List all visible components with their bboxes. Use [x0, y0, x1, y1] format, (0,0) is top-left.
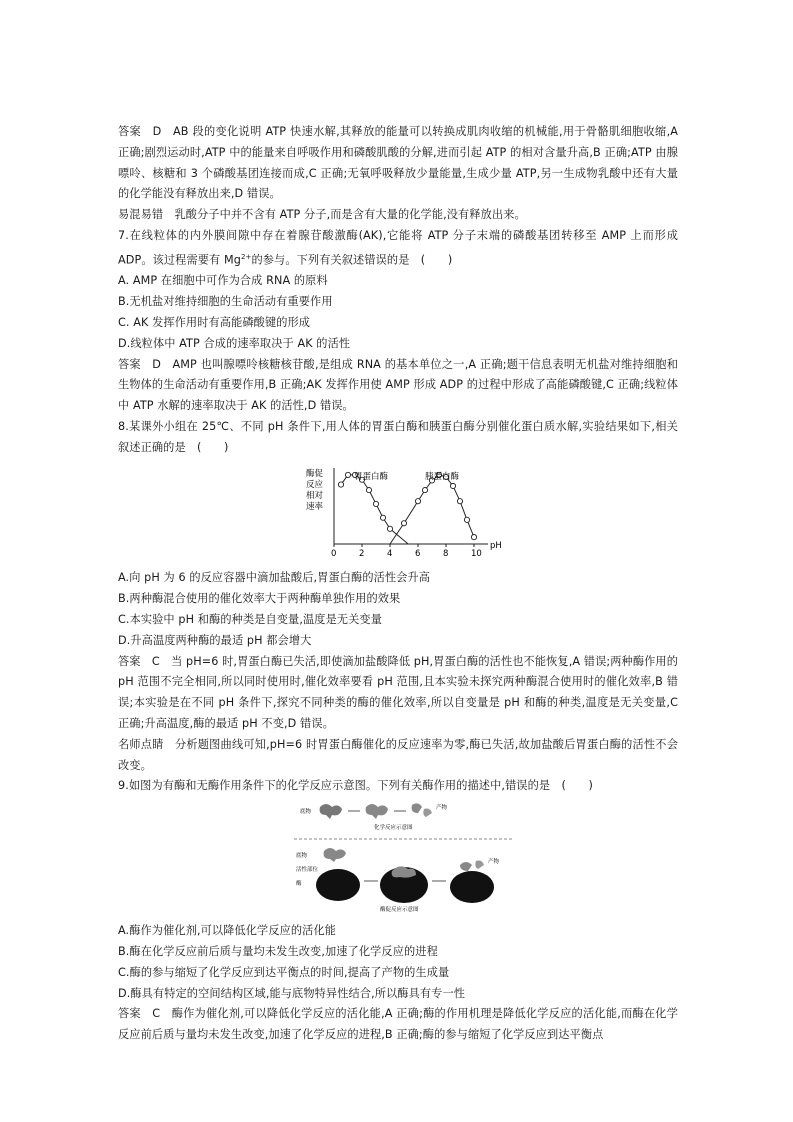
product-shape-1a	[412, 804, 422, 814]
product-label-1: 产物	[436, 805, 448, 812]
ylabel-line-4: 速率	[306, 502, 324, 513]
q8-stem: 8.某课外小组在 25℃、不同 pH 条件下,用人体的胃蛋白酶和胰蛋白酶分别催化蛋白质水解,实验结果如下,相关叙述正确的是 ( )	[118, 419, 678, 454]
product-shape-1b	[423, 809, 432, 818]
q7-answer: 答案 D AMP 也叫腺嘌呤核糖核苷酸,是组成 RNA 的基本单位之一,A 正确;题干信息表明无机盐对维持细胞和生物体的生命活动有重要作用,B 正确;AK 发挥作用使 AMP 形成 ADP 的过程中形成了高能磷酸键,C 正确;线粒体中 ATP 水解的速率取决于 AK 的活性,D 错误。	[118, 357, 678, 413]
q9-answer: 答案 C 酶作为催化剂,可以降低化学反应的活化能,A 正确;酶的作用机理是降低化学反应的活化能,而酶在化学反应前后质与量均未发生改变,加速了化学反应的进程,B 正确;酶的参与缩短了化学反应到达平衡点	[118, 1007, 678, 1042]
x-tick-label-1: 2	[359, 549, 365, 560]
x-tick-label-0: 0	[331, 549, 337, 560]
q7-stem-a: 7.在线粒体的内外膜间隙中存在着腺苷酸激酶(AK),它能将 ATP 分子末端的磷酸基团转移至 AMP 上而形成 ADP。该过程需要有 Mg	[118, 228, 678, 267]
q9-option-b: B.酶在化学反应前后质与量均未发生改变,加速了化学反应的进程	[118, 945, 438, 959]
diagram-svg	[294, 799, 514, 915]
q8-note: 名师点睛 分析题图曲线可知,pH=6 时胃蛋白酶催化的反应速率为零,酶已失活,故加盐酸后胃蛋白酶的活性不会改变。	[118, 737, 678, 772]
series-1-point-2	[415, 499, 420, 504]
series-0-point-4	[366, 488, 371, 493]
q8-option-c: C.本实验中 pH 和酶的种类是自变量,温度是无关变量	[118, 613, 383, 627]
q7-option-a: A. AMP 在细胞中可作为合成 RNA 的原料	[118, 274, 328, 288]
series-1-point-8	[457, 499, 462, 504]
product-shape-2b	[475, 861, 484, 870]
series-1-point-10	[471, 535, 476, 540]
x-tick-label-4: 8	[443, 549, 449, 560]
x-tick-label-3: 6	[415, 549, 421, 560]
q9-option-c: C.酶的参与缩短了化学反应到达平衡点的时间,提高了产物的生成量	[118, 965, 450, 979]
series-0-point-6	[380, 516, 385, 521]
q9-stem: 9.如图为有酶和无酶作用条件下的化学反应示意图。下列有关酶作用的描述中,错误的是 ( )	[118, 779, 593, 793]
caption-1: 化学反应示意图	[374, 825, 413, 832]
q8-option-d: D.升高温度两种酶的最适 pH 都会增大	[118, 633, 312, 647]
enzyme-shape-3	[450, 871, 494, 903]
enzyme-shape-1	[316, 869, 360, 901]
ph-rate-chart	[118, 464, 678, 564]
q8-option-b: B.两种酶混合使用的催化效率大于两种酶单独作用的效果	[118, 592, 401, 606]
q7-stem-b: 的参与。下列有关叙述错误的是 ( )	[251, 253, 453, 267]
enzyme-reaction-diagram	[118, 799, 678, 917]
enzyme-label: 酶	[296, 881, 302, 888]
product-label-2: 产物	[488, 859, 500, 866]
q7-stem	[118, 226, 678, 271]
series-1-point-3	[422, 488, 427, 493]
x-axis-label: pH	[490, 541, 502, 552]
substrate-label-2: 底物	[296, 853, 308, 860]
ylabel-line-3: 相对	[306, 491, 324, 502]
series-1-point-7	[450, 484, 455, 489]
q7-option-b: B.无机盐对维持细胞的生命活动有重要作用	[118, 295, 333, 309]
document-page	[118, 122, 678, 1046]
q6-note: 易混易错 乳酸分子中并不含有 ATP 分子,而是含有大量的化学能,没有释放出来。	[118, 208, 526, 222]
q9-option-a: A.酶作为催化剂,可以降低化学反应的活化能	[118, 924, 337, 938]
series-1-point-1	[401, 521, 406, 526]
series-0-point-0	[338, 482, 343, 487]
series-label-1: 胰蛋白酶	[425, 472, 460, 483]
series-line-0	[341, 475, 408, 544]
q7-option-c: C. AK 发挥作用时有高能磷酸键的形成	[118, 315, 311, 329]
q8-answer: 答案 C 当 pH=6 时,胃蛋白酶已失活,即使滴加盐酸降低 pH,胃蛋白酶的活性也不能恢复,A 错误;两种酶作用的 pH 范围不完全相同,所以同时使用时,催化效率要看 pH 范围,且本实验未探究两种酶混合使用时的催化效率,B 错误;本实验是在不同 pH 条件下,探究不同种类的酶的催化效率,所以自变量是 pH 和酶的种类,温度是无关变量,C 正确;升高温度,酶的最适 pH 不变,D 错误。	[118, 654, 678, 731]
active-site-label: 活性部位	[296, 867, 319, 874]
series-0-point-5	[373, 502, 378, 507]
q7-option-d: D.线粒体中 ATP 合成的速率取决于 AK 的活性	[118, 336, 351, 350]
ylabel-line-2: 反应	[306, 480, 324, 491]
substrate-shape-2	[324, 848, 346, 862]
substrate-shape-1	[320, 804, 342, 819]
series-1-point-9	[464, 518, 469, 523]
series-label-0: 胃蛋白酶	[354, 472, 389, 483]
q9-option-d: D.酶具有特定的空间结构区域,能与底物特异性结合,所以酶具有专一性	[118, 986, 466, 1000]
series-line-1	[390, 475, 474, 544]
x-tick-label-5: 10	[471, 549, 482, 560]
chart-svg	[304, 464, 504, 560]
caption-2: 酶促反应示意图	[380, 907, 419, 914]
product-shape-2a	[460, 862, 472, 871]
ylabel-line-1: 酶促	[306, 469, 324, 480]
intermediate-shape	[366, 804, 388, 819]
substrate-label-1: 底物	[300, 809, 312, 816]
x-tick-label-2: 4	[387, 549, 393, 560]
q8-option-a: A.向 pH 为 6 的反应容器中滴加盐酸后,胃蛋白酶的活性会升高	[118, 571, 431, 585]
enzyme-substrate-complex	[392, 867, 416, 878]
q6-answer: 答案 D AB 段的变化说明 ATP 快速水解,其释放的能量可以转换成肌肉收缩的机械能,用于骨骼肌细胞收缩,A 正确;剧烈运动时,ATP 中的能量来自呼吸作用和磷酸肌酸的分解,进而引起 ATP 的相对含量升高,B 正确;ATP 由腺嘌呤、核糖和 3 个磷酸基团连接而成,C 正确;无氧呼吸释放少量能量,生成少量 ATP,另一生成物乳酸中还有大量的化学能没有释放出来,D 错误。	[118, 125, 678, 201]
series-0-point-7	[387, 527, 392, 532]
q7-stem-sup: 2+	[240, 252, 252, 261]
series-0-point-1	[345, 473, 350, 478]
